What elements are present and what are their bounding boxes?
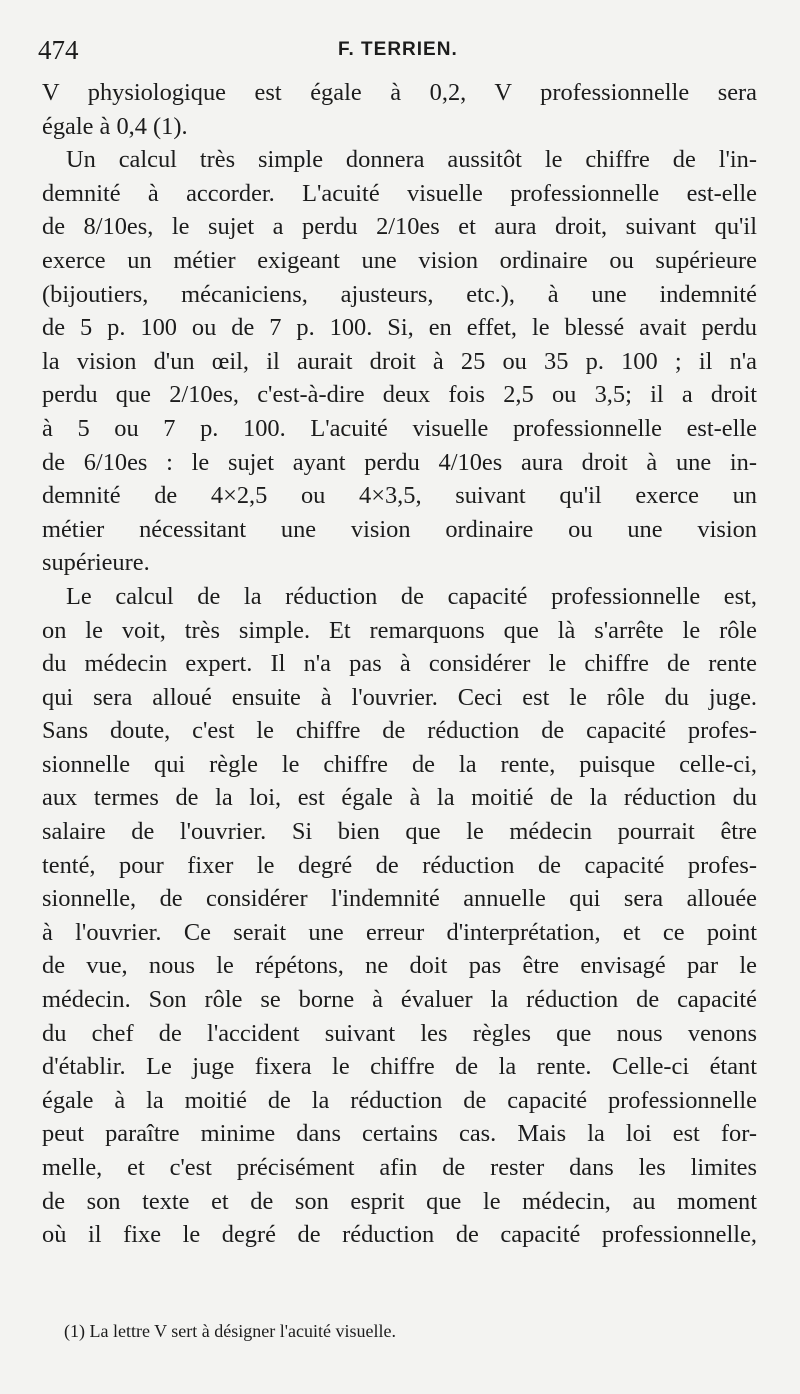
text-line: (bijoutiers, mécaniciens, ajusteurs, etc.), à une indemnité — [42, 280, 757, 308]
text-line: de 8/10es, le sujet a perdu 2/10es et aura droit, suivant qu'il — [42, 213, 757, 241]
text-line: exerce un métier exigeant une vision ordinaire ou supérieure — [42, 246, 757, 274]
page-header — [38, 30, 752, 70]
text-line: à 5 ou 7 p. 100. L'acuité visuelle professionnelle est-elle — [42, 414, 757, 442]
text-line: demnité de 4×2,5 ou 4×3,5, suivant qu'il exerce un — [42, 482, 757, 510]
text-line: de vue, nous le répétons, ne doit pas être envisagé par le — [42, 952, 757, 980]
text-line: égale à 0,4 (1). — [42, 112, 188, 140]
text-line: on le voit, très simple. Et remarquons que là s'arrête le rôle — [42, 616, 757, 644]
text-line: V physiologique est égale à 0,2, V professionnelle sera — [42, 79, 757, 106]
text-line: peut paraître minime dans certains cas. Mais la loi est for- — [42, 1120, 757, 1148]
text-line: supérieure. — [42, 549, 150, 577]
text-line: de 5 p. 100 ou de 7 p. 100. Si, en effet, le blessé avait perdu — [42, 314, 757, 342]
text-line: tenté, pour fixer le degré de réduction de capacité profes- — [42, 851, 757, 879]
text-line: médecin. Son rôle se borne à évaluer la réduction de capacité — [42, 986, 757, 1014]
text-line: de son texte et de son esprit que le médecin, au moment — [42, 1187, 757, 1215]
footnote: (1) La lettre V sert à désigner l'acuité visuelle. — [64, 1321, 396, 1341]
text-line: perdu que 2/10es, c'est-à-dire deux fois 2,5 ou 3,5; il a droit — [42, 381, 757, 409]
running-head: F. TERRIEN. — [338, 39, 458, 60]
text-line: à l'ouvrier. Ce serait une erreur d'interprétation, et ce point — [42, 918, 757, 946]
body-text — [42, 76, 757, 1252]
text-line: salaire de l'ouvrier. Si bien que le médecin pourrait être — [42, 818, 757, 846]
text-line: égale à la moitié de la réduction de capacité professionnelle — [42, 1086, 757, 1114]
text-line: du médecin expert. Il n'a pas à considérer le chiffre de rente — [42, 650, 757, 678]
text-line: Sans doute, c'est le chiffre de réduction de capacité profes- — [42, 717, 757, 745]
text-line: aux termes de la loi, est égale à la moitié de la réduction du — [42, 784, 757, 812]
text-line: demnité à accorder. L'acuité visuelle professionnelle est-elle — [42, 179, 757, 207]
text-line: qui sera alloué ensuite à l'ouvrier. Ceci est le rôle du juge. — [42, 683, 757, 711]
text-line: d'établir. Le juge fixera le chiffre de la rente. Celle-ci étant — [42, 1053, 757, 1081]
text-line: Un calcul très simple donnera aussitôt le chiffre de l'in- — [66, 146, 757, 174]
text-line: où il fixe le degré de réduction de capacité professionnelle, — [42, 1221, 757, 1249]
text-line: métier nécessitant une vision ordinaire ou une vision — [42, 515, 757, 543]
text-line: la vision d'un œil, il aurait droit à 25 ou 35 p. 100 ; il n'a — [42, 347, 757, 375]
text-line: du chef de l'accident suivant les règles que nous venons — [42, 1019, 757, 1047]
text-line: sionnelle, de considérer l'indemnité annuelle qui sera allouée — [42, 885, 757, 913]
text-line: melle, et c'est précisément afin de rester dans les limites — [42, 1154, 757, 1181]
text-line: sionnelle qui règle le chiffre de la rente, puisque celle-ci, — [42, 750, 757, 778]
text-line: Le calcul de la réduction de capacité professionnelle est, — [66, 582, 757, 610]
page-number: 474 — [38, 35, 79, 65]
text-line: de 6/10es : le sujet ayant perdu 4/10es aura droit à une in- — [42, 448, 757, 476]
